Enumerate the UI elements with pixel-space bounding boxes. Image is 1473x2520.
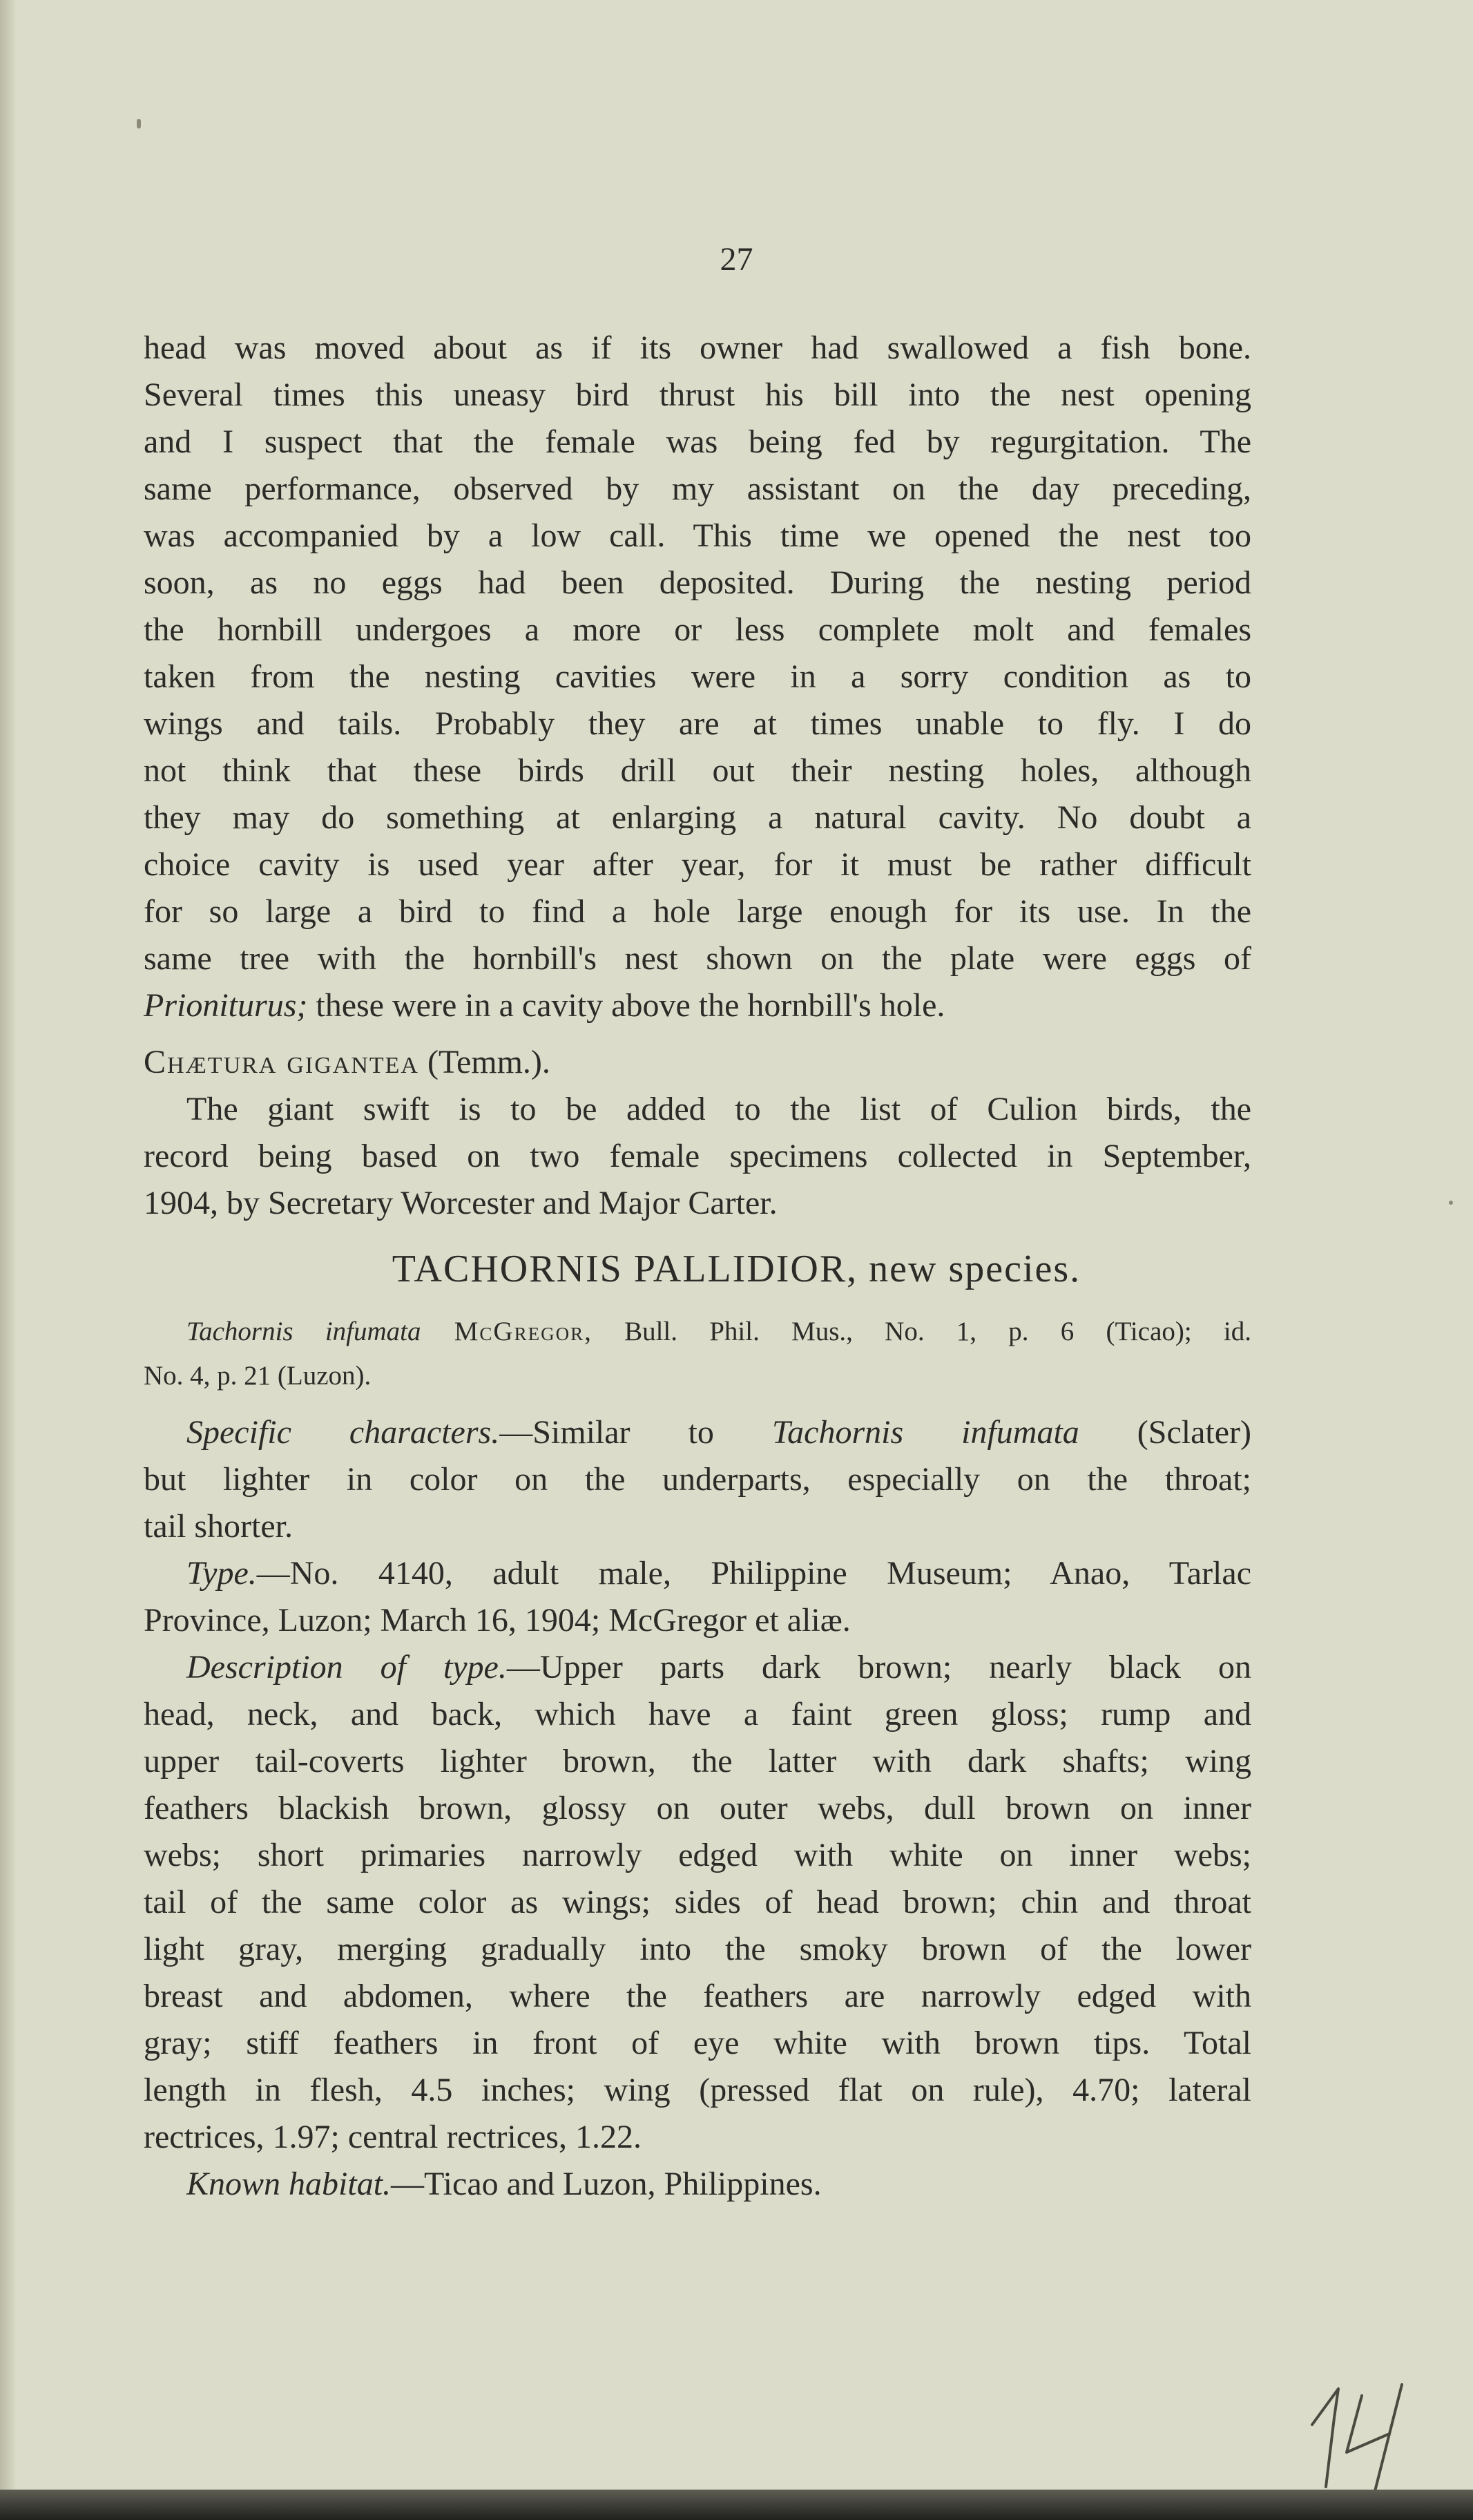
- text-line: was accompanied by a low call. This time we opened the nest too: [144, 517, 1251, 554]
- handwritten-folio-mark: [1298, 2376, 1436, 2501]
- habitat-label: Known habitat.: [186, 2166, 392, 2202]
- text-line: same tree with the hornbill's nest shown on the plate were eggs of: [144, 940, 1251, 977]
- species-heading: TACHORNIS PALLIDIOR, new species.: [392, 1248, 1081, 1290]
- text-line: light gray, merging gradually into the smoky brown of the lower: [144, 1931, 1251, 1967]
- citation-line: No. 4, p. 21 (Luzon).: [144, 1361, 372, 1391]
- citation-ref: Bull. Phil. Mus., No. 1, p. 6 (Ticao); id.: [592, 1317, 1252, 1346]
- text-line: [144, 1550, 1251, 1597]
- text-line: [144, 1409, 1251, 1456]
- text-line: The giant swift is to be added to the list of Culion birds, the: [186, 1091, 1251, 1127]
- text-line: upper tail-coverts lighter brown, the latter with dark shafts; wing: [144, 1743, 1251, 1779]
- text-line: webs; short primaries narrowly edged with white on inner webs;: [144, 1837, 1251, 1873]
- text-line: head was moved about as if its owner had swallowed a fish bone.: [144, 330, 1251, 366]
- paragraph-hornbill: [144, 325, 1251, 1029]
- type-label: Type.: [186, 1555, 257, 1592]
- species-entry-title: [144, 1039, 1251, 1086]
- text-line: [144, 2161, 1251, 2208]
- text-fragment: —Upper parts dark brown; nearly black on: [506, 1649, 1252, 1686]
- specific-label: Specific characters.: [186, 1414, 500, 1451]
- text-fragment: —No. 4140, adult male, Philippine Museum; Anao, Tarlac: [256, 1555, 1251, 1592]
- text-line: not think that these birds drill out their nesting holes, although: [144, 752, 1251, 789]
- citation-genus: Tachornis infumata: [186, 1317, 421, 1346]
- text-line: tail of the same color as wings; sides of head brown; chin and throat: [144, 1884, 1251, 1920]
- text-line: tail shorter.: [144, 1508, 293, 1545]
- text-line: wings and tails. Probably they are at times unable to fly. I do: [144, 705, 1251, 742]
- text-line: rectrices, 1.97; central rectrices, 1.22.: [144, 2119, 642, 2155]
- text-line: soon, as no eggs had been deposited. During the nesting period: [144, 564, 1251, 601]
- text-line: choice cavity is used year after year, for it must be rather difficult: [144, 846, 1251, 883]
- text-line: but lighter in color on the underparts, especially on the throat;: [144, 1461, 1251, 1498]
- text-line: feathers blackish brown, glossy on outer webs, dull brown on inner: [144, 1790, 1251, 1826]
- text-fragment: —Similar to: [499, 1414, 772, 1451]
- section-chaetura: [144, 1039, 1251, 1227]
- margin-dot: [1449, 1201, 1453, 1205]
- text-line: they may do something at enlarging a natural cavity. No doubt a: [144, 799, 1251, 836]
- species-description: [144, 1409, 1251, 2208]
- text-line: 1904, by Secretary Worcester and Major Carter.: [144, 1185, 778, 1221]
- text-fragment: (Sclater): [1079, 1414, 1252, 1451]
- text-line: for so large a bird to find a hole large enough for its use. In the: [144, 893, 1251, 930]
- genus-name: Prioniturus;: [144, 987, 308, 1024]
- citation-author: McGregor,: [421, 1317, 593, 1346]
- text-line: length in flesh, 4.5 inches; wing (pressed flat on rule), 4.70; lateral: [144, 2072, 1251, 2108]
- text-line: breast and abdomen, where the feathers are narrowly edged with: [144, 1978, 1251, 2014]
- text-line: and I suspect that the female was being fed by regurgitation. The: [144, 423, 1251, 460]
- text-line: [144, 982, 1251, 1029]
- text-line: taken from the nesting cavities were in a sorry condition as to: [144, 658, 1251, 695]
- text-line: head, neck, and back, which have a faint green gloss; rump and: [144, 1696, 1251, 1732]
- text-fragment: —Ticao and Luzon, Philippines.: [391, 2166, 822, 2202]
- citation-line: [144, 1310, 1251, 1354]
- text-line: record being based on two female specimens collected in September,: [144, 1138, 1251, 1174]
- species-name: Tachornis infumata: [771, 1414, 1079, 1451]
- text-line: [144, 1644, 1251, 1691]
- species-authority: (Temm.).: [418, 1044, 550, 1080]
- text-line: gray; stiff feathers in front of eye white with brown tips. Total: [144, 2025, 1251, 2061]
- species-name: Chætura gigantea: [144, 1044, 419, 1080]
- synonymy-citation: [144, 1310, 1251, 1398]
- page-number: 27: [720, 241, 753, 278]
- text-line: Several times this uneasy bird thrust his bill into the nest opening: [144, 376, 1251, 413]
- page-shadow-bottom: [0, 2490, 1473, 2520]
- text-fragment: these were in a cavity above the hornbill's hole.: [307, 987, 945, 1024]
- text-line: the hornbill undergoes a more or less complete molt and females: [144, 611, 1251, 648]
- text-line: same performance, observed by my assistant on the day preceding,: [144, 470, 1251, 507]
- paper-speck: [137, 119, 141, 128]
- description-label: Description of type.: [186, 1649, 507, 1686]
- text-line: Province, Luzon; March 16, 1904; McGregor et aliæ.: [144, 1602, 851, 1639]
